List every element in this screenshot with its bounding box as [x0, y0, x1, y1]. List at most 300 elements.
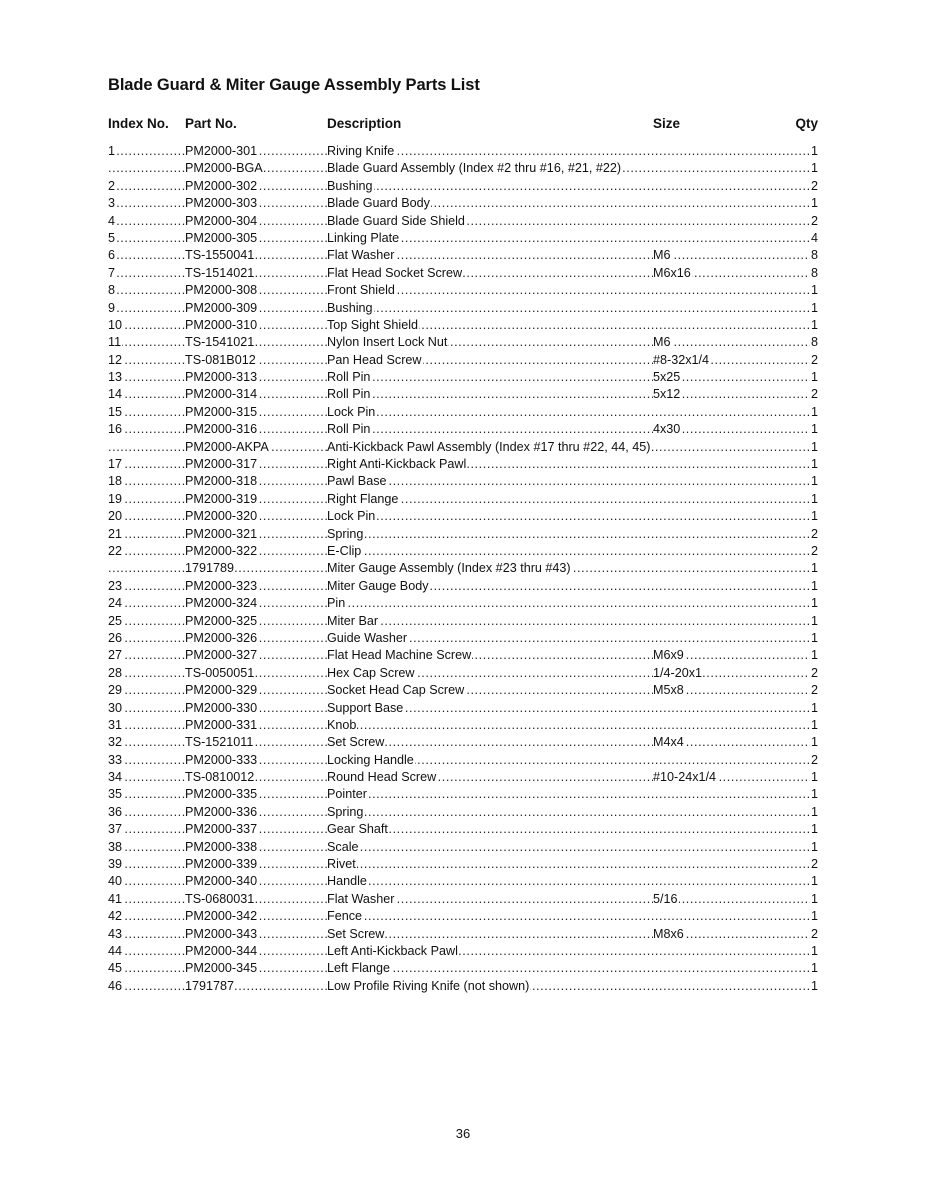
description-cell [327, 230, 811, 247]
qty-cell: 1 [810, 282, 818, 299]
part-no-cell [185, 491, 327, 508]
description-cell [327, 821, 811, 838]
description-cell-text: Blade Guard Body [327, 196, 430, 211]
description-cell [327, 700, 811, 717]
part-no-cell-text: TS-0680031 [185, 891, 255, 906]
index-cell [108, 734, 185, 751]
part-no-cell-text: PM2000-309 [185, 300, 258, 315]
index-cell-text: 17 [108, 457, 123, 472]
index-cell [108, 543, 185, 560]
description-cell [327, 352, 653, 369]
description-cell [327, 839, 811, 856]
index-cell [108, 282, 185, 299]
table-row [108, 943, 818, 960]
header-description: Description [327, 116, 402, 131]
index-cell [108, 908, 185, 925]
description-cell [327, 665, 653, 682]
description-cell [327, 682, 653, 699]
description-cell [327, 873, 811, 890]
index-cell [108, 926, 185, 943]
size-cell-text: M6 [653, 335, 671, 350]
table-row [108, 717, 818, 734]
table-row [108, 456, 818, 473]
description-cell [327, 856, 811, 873]
size-cell-text: M6x9 [653, 648, 684, 663]
part-no-cell-text: PM2000-339 [185, 857, 258, 872]
index-cell-text: 25 [108, 613, 123, 628]
part-no-cell-text: PM2000-325 [185, 613, 258, 628]
index-cell [108, 786, 185, 803]
description-cell [327, 908, 811, 925]
index-cell [108, 943, 185, 960]
table-row [108, 265, 818, 282]
part-no-cell-text: PM2000-333 [185, 752, 258, 767]
index-cell-text: 21 [108, 526, 123, 541]
index-cell-text: 45 [108, 961, 123, 976]
index-cell-text: 46 [108, 978, 123, 993]
table-row [108, 630, 818, 647]
description-cell-text: Locking Handle [327, 752, 414, 767]
part-no-cell [185, 717, 327, 734]
part-no-cell-text: PM2000-301 [185, 144, 258, 158]
size-cell-text: #10-24x1/4 [653, 770, 717, 785]
description-cell-text: Left Anti-Kickback Pawl [327, 943, 458, 958]
qty-cell: 4 [810, 230, 818, 247]
index-cell [108, 769, 185, 786]
qty-cell: 1 [810, 473, 818, 490]
size-cell-text: 1/4-20x1 [653, 665, 703, 680]
table-row [108, 300, 818, 317]
description-cell-text: Pawl Base [327, 474, 387, 489]
index-cell-text: 6 [108, 248, 116, 263]
part-no-cell-text: PM2000-342 [185, 909, 258, 924]
qty-cell: 8 [810, 247, 818, 264]
index-cell [108, 821, 185, 838]
table-row [108, 195, 818, 212]
table-row [108, 804, 818, 821]
description-cell-text: Bushing [327, 178, 373, 193]
qty-cell: 2 [810, 213, 818, 230]
table-row [108, 560, 818, 577]
description-cell [327, 613, 811, 630]
index-cell-text: 22 [108, 543, 123, 558]
index-cell-text: 36 [108, 804, 123, 819]
header-part-no: Part No. [185, 116, 237, 131]
index-cell-text: 44 [108, 943, 123, 958]
part-no-cell [185, 543, 327, 560]
size-cell [653, 386, 811, 403]
index-cell-text: 38 [108, 839, 123, 854]
part-no-cell [185, 421, 327, 438]
table-row [108, 734, 818, 751]
description-cell-text: Socket Head Cap Screw [327, 683, 465, 698]
description-cell-text: Right Flange [327, 491, 399, 506]
index-cell-text: 19 [108, 491, 123, 506]
index-cell-text: 34 [108, 770, 123, 785]
description-cell-text: Knob [327, 717, 357, 732]
qty-cell: 1 [810, 804, 818, 821]
description-cell-text: Anti-Kickback Pawl Assembly (Index #17 thru #22, 44, 45) [327, 439, 651, 454]
part-no-cell [185, 560, 327, 577]
size-cell [653, 265, 811, 282]
part-no-cell-text: PM2000-330 [185, 700, 258, 715]
description-cell-text: Roll Pin [327, 387, 371, 402]
qty-cell: 1 [810, 369, 818, 386]
description-cell [327, 456, 811, 473]
part-no-cell-text: PM2000-345 [185, 961, 258, 976]
description-cell [327, 647, 653, 664]
table-row [108, 352, 818, 369]
part-no-cell [185, 926, 327, 943]
part-no-cell-text: PM2000-344 [185, 943, 258, 958]
qty-cell: 8 [810, 334, 818, 351]
table-row [108, 213, 818, 230]
qty-cell: 8 [810, 265, 818, 282]
qty-cell: 1 [810, 647, 818, 664]
part-no-cell-text: PM2000-315 [185, 404, 258, 419]
qty-cell: 1 [810, 978, 818, 995]
part-no-cell-text: PM2000-320 [185, 509, 258, 524]
part-no-cell [185, 786, 327, 803]
part-no-cell [185, 143, 327, 160]
part-no-cell-text: PM2000-338 [185, 839, 258, 854]
index-cell [108, 595, 185, 612]
qty-cell: 2 [810, 352, 818, 369]
part-no-cell-text: PM2000-335 [185, 787, 258, 802]
index-cell [108, 856, 185, 873]
part-no-cell [185, 891, 327, 908]
part-no-cell-text: PM2000-343 [185, 926, 258, 941]
description-cell [327, 317, 811, 334]
description-cell [327, 891, 653, 908]
part-no-cell [185, 526, 327, 543]
qty-cell: 1 [810, 700, 818, 717]
part-no-cell [185, 352, 327, 369]
qty-cell: 1 [810, 143, 818, 160]
index-cell [108, 613, 185, 630]
description-cell [327, 595, 811, 612]
qty-cell: 1 [810, 456, 818, 473]
index-cell-text: 2 [108, 178, 116, 193]
description-cell-text: Right Anti-Kickback Pawl [327, 457, 467, 472]
qty-cell: 2 [810, 752, 818, 769]
description-cell-text: Rivet [327, 857, 356, 872]
qty-cell: 1 [810, 873, 818, 890]
description-cell-text: Flat Washer [327, 891, 395, 906]
size-cell-text: 5x25 [653, 370, 681, 385]
index-cell [108, 804, 185, 821]
size-cell-text: 5x12 [653, 387, 681, 402]
description-cell-text: Top Sight Shield [327, 317, 419, 332]
table-row [108, 543, 818, 560]
index-cell [108, 195, 185, 212]
description-cell-text: Lock Pin [327, 509, 376, 524]
description-cell [327, 804, 811, 821]
qty-cell: 1 [810, 769, 818, 786]
part-no-cell [185, 578, 327, 595]
index-cell [108, 960, 185, 977]
part-no-cell [185, 247, 327, 264]
part-no-cell [185, 873, 327, 890]
part-no-cell-text: PM2000-304 [185, 213, 258, 228]
part-no-cell [185, 665, 327, 682]
index-cell [108, 317, 185, 334]
description-cell [327, 943, 811, 960]
table-row [108, 891, 818, 908]
table-row [108, 230, 818, 247]
part-no-cell-text: TS-1541021 [185, 335, 255, 350]
index-cell-text: 28 [108, 665, 123, 680]
qty-cell: 1 [810, 717, 818, 734]
part-no-cell [185, 160, 327, 177]
table-row [108, 978, 818, 995]
part-no-cell [185, 282, 327, 299]
index-cell-text: 39 [108, 857, 123, 872]
description-cell-text: Blade Guard Assembly (Index #2 thru #16, #21, #22) [327, 161, 622, 176]
part-no-cell [185, 908, 327, 925]
parts-list [108, 143, 818, 995]
index-cell [108, 700, 185, 717]
size-cell [653, 891, 811, 908]
index-cell [108, 352, 185, 369]
table-row [108, 700, 818, 717]
part-no-cell [185, 839, 327, 856]
size-cell [653, 769, 811, 786]
index-cell-text [108, 440, 109, 454]
table-row [108, 282, 818, 299]
table-row [108, 821, 818, 838]
description-cell [327, 786, 811, 803]
table-row [108, 317, 818, 334]
part-no-cell [185, 682, 327, 699]
description-cell-text: Miter Gauge Assembly (Index #23 thru #43) [327, 561, 571, 576]
part-no-cell-text: PM2000-324 [185, 596, 258, 611]
index-cell [108, 647, 185, 664]
description-cell [327, 978, 811, 995]
index-cell-text: 9 [108, 300, 116, 315]
table-row [108, 386, 818, 403]
part-no-cell [185, 508, 327, 525]
description-cell [327, 526, 811, 543]
index-cell-text: 5 [108, 230, 116, 245]
table-row [108, 369, 818, 386]
qty-cell: 1 [810, 786, 818, 803]
index-cell [108, 386, 185, 403]
description-cell [327, 247, 653, 264]
part-no-cell [185, 300, 327, 317]
index-cell-text: 30 [108, 700, 123, 715]
index-cell [108, 213, 185, 230]
qty-cell: 1 [810, 908, 818, 925]
table-row [108, 665, 818, 682]
description-cell-text: Pin [327, 596, 346, 611]
part-no-cell [185, 943, 327, 960]
qty-cell: 1 [810, 300, 818, 317]
index-cell-text: 4 [108, 213, 116, 228]
description-cell-text: Hex Cap Screw [327, 665, 415, 680]
description-cell-text: Guide Washer [327, 630, 408, 645]
description-cell [327, 160, 811, 177]
table-row [108, 439, 818, 456]
qty-cell: 2 [810, 926, 818, 943]
qty-cell: 1 [810, 560, 818, 577]
description-cell-text: Set Screw [327, 735, 385, 750]
table-row [108, 473, 818, 490]
qty-cell: 1 [810, 195, 818, 212]
table-row [108, 839, 818, 856]
description-cell-text: Miter Gauge Body [327, 578, 429, 593]
description-cell-text: Spring [327, 804, 364, 819]
description-cell-text: Miter Bar [327, 613, 379, 628]
index-cell-text: 40 [108, 874, 123, 889]
header-qty: Qty [795, 116, 818, 131]
index-cell-text: 31 [108, 717, 123, 732]
description-cell [327, 508, 811, 525]
index-cell-text: 13 [108, 370, 123, 385]
index-cell [108, 456, 185, 473]
part-no-cell-text: PM2000-318 [185, 474, 258, 489]
index-cell-text: 15 [108, 404, 123, 419]
description-cell-text: Pointer [327, 787, 367, 802]
part-no-cell-text: PM2000-313 [185, 370, 258, 385]
description-cell-text: Support Base [327, 700, 404, 715]
part-no-cell-text: PM2000-340 [185, 874, 258, 889]
qty-cell: 1 [810, 630, 818, 647]
description-cell-text: Nylon Insert Lock Nut [327, 335, 448, 350]
part-no-cell [185, 647, 327, 664]
description-cell [327, 926, 653, 943]
part-no-cell-text: PM2000-331 [185, 717, 258, 732]
index-cell [108, 143, 185, 160]
table-row [108, 960, 818, 977]
description-cell [327, 491, 811, 508]
qty-cell: 2 [810, 386, 818, 403]
table-row [108, 526, 818, 543]
index-cell-text [108, 561, 109, 575]
index-cell-text: 11 [108, 335, 122, 350]
part-no-cell-text: TS-1521011 [185, 735, 254, 750]
size-cell [653, 665, 811, 682]
table-row [108, 247, 818, 264]
table-row [108, 595, 818, 612]
description-cell [327, 213, 811, 230]
index-cell [108, 630, 185, 647]
description-cell-text: Riving Knife [327, 144, 395, 158]
description-cell-text: Round Head Screw [327, 770, 437, 785]
description-cell [327, 717, 811, 734]
table-header [108, 116, 818, 134]
index-cell [108, 578, 185, 595]
qty-cell: 1 [810, 943, 818, 960]
index-cell [108, 839, 185, 856]
index-cell-text: 24 [108, 596, 123, 611]
description-cell-text: Front Shield [327, 283, 395, 298]
description-cell [327, 282, 811, 299]
part-no-cell [185, 752, 327, 769]
size-cell [653, 369, 811, 386]
table-row [108, 647, 818, 664]
index-cell [108, 300, 185, 317]
index-cell [108, 526, 185, 543]
qty-cell: 1 [810, 578, 818, 595]
part-no-cell [185, 213, 327, 230]
qty-cell: 1 [810, 317, 818, 334]
part-no-cell [185, 369, 327, 386]
part-no-cell [185, 386, 327, 403]
qty-cell: 1 [810, 508, 818, 525]
table-row [108, 578, 818, 595]
part-no-cell-text: PM2000-305 [185, 230, 258, 245]
size-cell [653, 647, 811, 664]
part-no-cell-text: 1791787 [185, 978, 235, 993]
index-cell-text: 14 [108, 387, 123, 402]
part-no-cell [185, 978, 327, 995]
table-row [108, 873, 818, 890]
description-cell-text: Set Screw [327, 926, 385, 941]
description-cell-text: Roll Pin [327, 422, 371, 437]
part-no-cell-text: PM2000-329 [185, 683, 258, 698]
qty-cell: 1 [810, 734, 818, 751]
table-row [108, 613, 818, 630]
index-cell-text: 16 [108, 422, 123, 437]
index-cell-text: 23 [108, 578, 123, 593]
size-cell [653, 926, 811, 943]
description-cell-text: Pan Head Screw [327, 352, 422, 367]
description-cell [327, 143, 811, 160]
part-no-cell [185, 404, 327, 421]
part-no-cell-text: TS-0810012 [185, 770, 255, 785]
index-cell-text: 37 [108, 822, 123, 837]
index-cell-text: 18 [108, 474, 123, 489]
size-cell-text: #8-32x1/4 [653, 352, 710, 367]
index-cell [108, 491, 185, 508]
part-no-cell-text: PM2000-314 [185, 387, 258, 402]
part-no-cell [185, 595, 327, 612]
part-no-cell-text: TS-081B012 [185, 352, 256, 367]
index-cell [108, 247, 185, 264]
size-cell [653, 682, 811, 699]
description-cell [327, 265, 653, 282]
description-cell-text: Low Profile Riving Knife (not shown) [327, 978, 530, 993]
qty-cell: 1 [810, 960, 818, 977]
part-no-cell [185, 613, 327, 630]
qty-cell: 2 [810, 856, 818, 873]
index-cell [108, 369, 185, 386]
size-cell [653, 421, 811, 438]
qty-cell: 1 [810, 821, 818, 838]
description-cell [327, 439, 811, 456]
description-cell-text: Gear Shaft [327, 822, 388, 837]
description-cell-text: Handle [327, 874, 367, 889]
index-cell [108, 717, 185, 734]
size-cell-text: M4x4 [653, 735, 684, 750]
qty-cell: 2 [810, 682, 818, 699]
index-cell [108, 873, 185, 890]
index-cell-text: 12 [108, 352, 123, 367]
description-cell-text: Flat Washer [327, 248, 395, 263]
description-cell [327, 421, 653, 438]
part-no-cell-text: PM2000-326 [185, 630, 258, 645]
description-cell-text: Linking Plate [327, 230, 400, 245]
index-cell [108, 978, 185, 995]
part-no-cell-text: PM2000-317 [185, 457, 258, 472]
part-no-cell [185, 317, 327, 334]
description-cell-text: Fence [327, 909, 363, 924]
part-no-cell-text: TS-1550041 [185, 248, 255, 263]
table-row [108, 143, 818, 160]
description-cell [327, 404, 811, 421]
header-size: Size [653, 116, 681, 131]
